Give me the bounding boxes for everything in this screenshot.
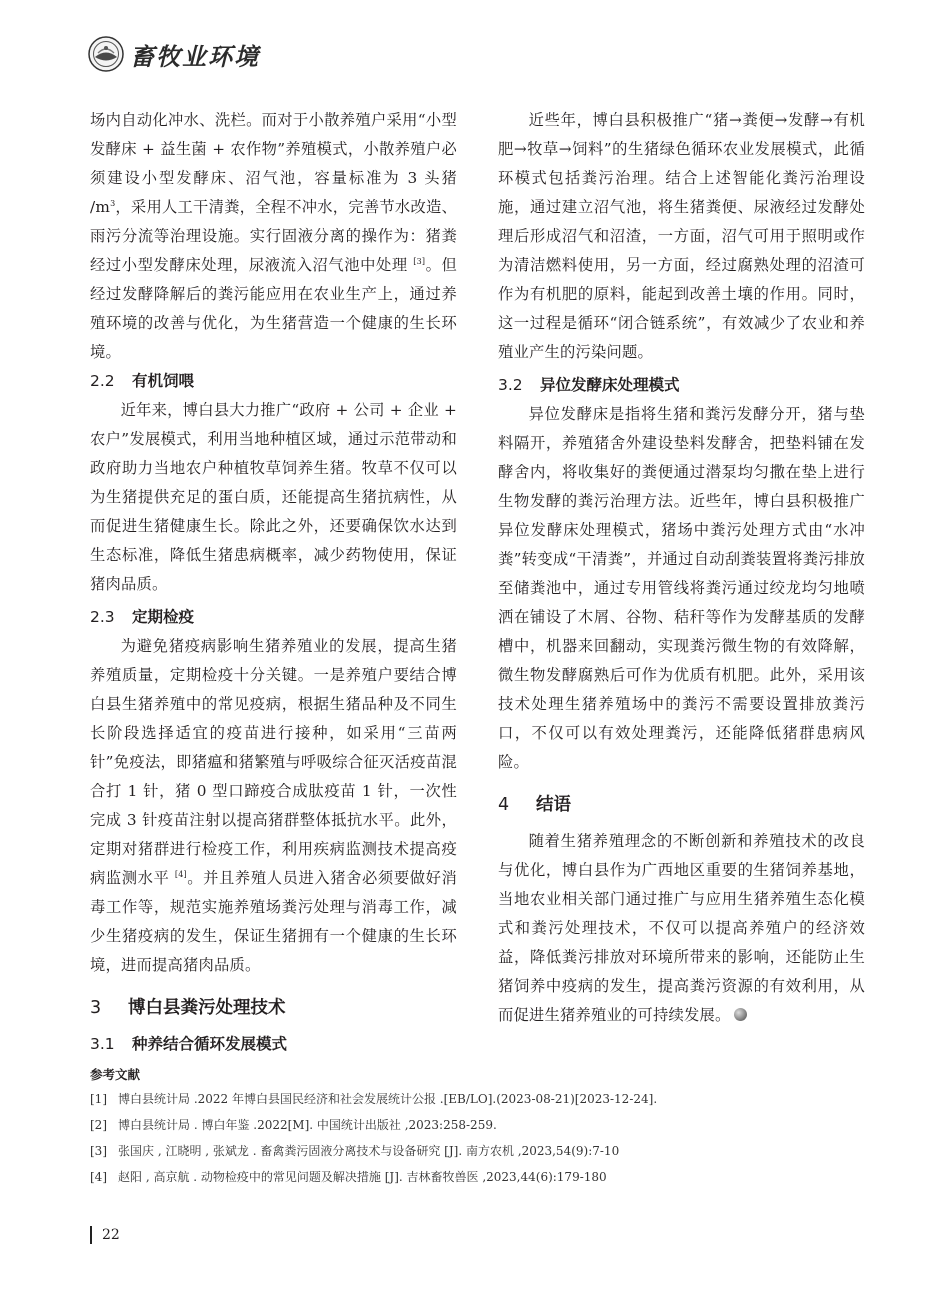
left-paragraph-1: 场内自动化冲水、洗栏。而对于小散养殖户采用“小型发酵床 + 益生菌 + 农作物”养殖模式，小散养殖户必须建设小型发酵床、沼气池，容量标准为 3 头猪 $/m^3$，采用人工干清粪，全程不冲水，完善节水改造、雨污分流等治理设施。实行固液分离的操作为：猪粪经过小型发酵床处理，尿液流入沼气池中处理 [3]。但经过发酵降解后的粪污能应用在农业生产上，通过养殖环境的改善与优化，为生猪营造一个健康的生长环境。 xyxy=(90,111,457,361)
page-number: 22 xyxy=(102,1227,120,1243)
reference-item: [4] 赵阳 , 高京航 . 动物检疫中的常见问题及解决措施 [J]. 吉林畜牧兽医 ,2023,44(6):179-180 xyxy=(90,1170,607,1184)
journal-masthead xyxy=(88,34,260,74)
section-3-heading: 3 博白县粪污处理技术 xyxy=(90,998,286,1018)
references-title: 参考文献 xyxy=(90,1067,141,1082)
section-2-2-heading: 2.2 有机饲喂 xyxy=(90,372,195,390)
citation-4: [4] xyxy=(174,870,187,879)
section-2-3-heading: 2.3 定期检疫 xyxy=(90,608,195,626)
footer-bar xyxy=(90,1226,92,1244)
left-column xyxy=(90,106,457,1059)
reference-item: [1] 博白县统计局 .2022 年博白县国民经济和社会发展统计公报 .[EB/LO].(2023-08-21)[2023-12-24]. xyxy=(90,1092,658,1106)
right-paragraph-2: 异位发酵床是指将生猪和粪污发酵分开，猪与垫料隔开，养殖猪舍外建设垫料发酵舍，把垫料铺在发酵舍内，将收集好的粪便通过潜泵均匀撒在垫上进行生物发酵的粪污治理方法。近些年，博白县积极推广异位发酵床处理模式，猪场中粪污处理方式由“水冲粪”转变成“干清粪”，并通过自动刮粪装置将粪污排放至储粪池中，通过专用管线将粪污通过绞龙均匀地喷洒在铺设了木屑、谷物、秸秆等作为发酵基质的发酵槽中，机器来回翻动，实现粪污微生物的有效降解，微生物发酵腐熟后可作为优质有机肥。此外，采用该技术处理生猪养殖场中的粪污不需要设置排放粪污口，不仅可以有效处理粪污，还能降低猪群患病风险。 xyxy=(498,405,865,771)
right-paragraph-3: 随着生猪养殖理念的不断创新和养殖技术的改良与优化，博白县作为广西地区重要的生猪饲养基地，当地农业相关部门通过推广与应用生猪养殖生态化模式和粪污处理技术，不仅可以提高养殖户的经济效益，降低粪污排放对环境所带来的影响，还能防止生猪饲养中疫病的发生，提高粪污资源的有效利用，从而促进生猪养殖业的可持续发展。 xyxy=(498,832,865,1024)
section-3-2-heading: 3.2 异位发酵床处理模式 xyxy=(498,376,680,394)
end-mark-icon xyxy=(734,1008,747,1021)
citation-3: [3] xyxy=(413,257,426,266)
superscript-unit: 3 xyxy=(110,199,116,208)
reference-item: [2] 博白县统计局 . 博白年鉴 .2022[M]. 中国统计出版社 ,2023:258-259. xyxy=(90,1118,497,1132)
left-paragraph-2: 近年来，博白县大力推广“政府 + 公司 + 企业 + 农户”发展模式，利用当地种植区域，通过示范带动和政府助力当地农户种植牧草饲养生猪。牧草不仅可以为生猪提供充足的蛋白质，还能提高生猪抗病性，从而促进生猪健康生长。除此之外，还要确保饮水达到生态标准，降低生猪患病概率，减少药物使用，保证猪肉品质。 xyxy=(90,401,457,593)
journal-title: 畜牧业环境 xyxy=(130,41,260,71)
references-section xyxy=(90,1064,870,1190)
left-paragraph-3: 为避免猪疫病影响生猪养殖业的发展，提高生猪养殖质量，定期检疫十分关键。一是养殖户要结合博白县生猪养殖中的常见疫病，根据生猪品种及不同生长阶段选择适宜的疫苗进行接种，如采用“三苗两针”免疫法，即猪瘟和猪繁殖与呼吸综合征灭活疫苗混合打 1 针，猪 0 型口蹄疫合成肽疫苗 1 针，一次性完成 3 针疫苗注射以提高猪群整体抵抗水平。此外，定期对猪群进行检疫工作，利用疾病监测技术提高疫病监测水平 [4]。并且养殖人员进入猪舍必须要做好消毒工作等，规范实施养殖场粪污处理与消毒工作，减少生猪疫病的发生，保证生猪拥有一个健康的生长环境，进而提高猪肉品质。 xyxy=(90,637,457,974)
journal-logo-emblem xyxy=(88,36,124,72)
page-footer xyxy=(90,1226,120,1244)
section-4-heading: 4 结语 xyxy=(498,795,571,815)
section-3-1-heading: 3.1 种养结合循环发展模式 xyxy=(90,1035,288,1053)
right-column xyxy=(498,106,865,1030)
right-paragraph-1: 近些年，博白县积极推广“猪→粪便→发酵→有机肥→牧草→饲料”的生猪绿色循环农业发展模式，此循环模式包括粪污治理。结合上述智能化粪污治理设施，通过建立沼气池，将生猪粪便、尿液经过发酵处理后形成沼气和沼渣，一方面，沼气可用于照明或作为清洁燃料使用，另一方面，经过腐熟处理的沼渣可作为有机肥的原料，能起到改善土壤的作用。同时，这一过程是循环“闭合链系统”，有效减少了农业和养殖业产生的污染问题。 xyxy=(498,111,865,361)
reference-item: [3] 张国庆 , 江晓明 , 张斌龙 . 畜禽粪污固液分离技术与设备研究 [J]. 南方农机 ,2023,54(9):7-10 xyxy=(90,1144,620,1158)
